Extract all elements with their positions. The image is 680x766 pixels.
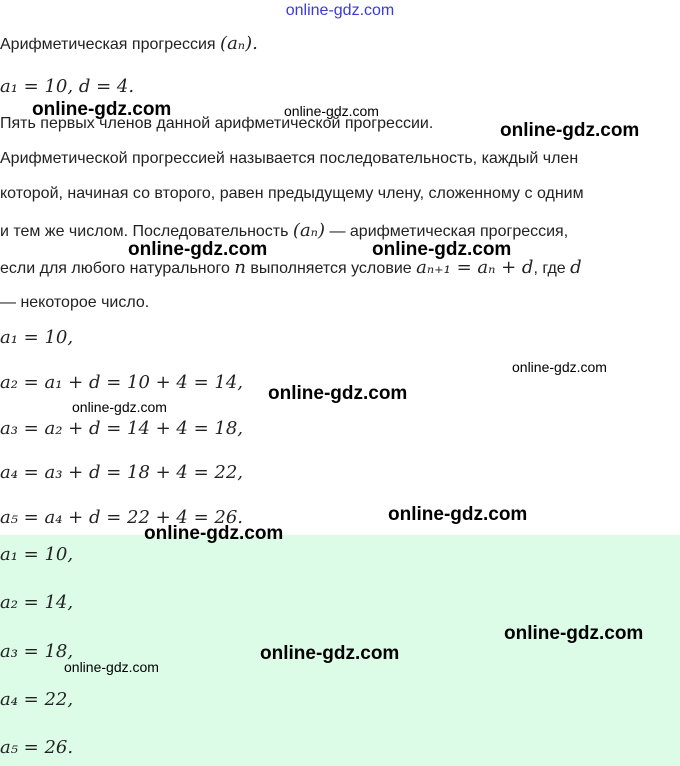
definition-line-4-c: , где — [533, 260, 571, 277]
watermark: online-gdz.com — [268, 383, 408, 404]
watermark: online-gdz.com — [260, 643, 400, 664]
watermark: online-gdz.com — [284, 103, 379, 119]
answer-line-5: a₅ = 26. — [0, 737, 74, 758]
definition-line-3-b: — арифметическая прогрессия, — [325, 223, 569, 240]
solution-line-5: a₅ = a₄ + d = 22 + 4 = 26. — [0, 507, 244, 528]
watermark: online-gdz.com — [32, 99, 172, 120]
watermark: online-gdz.com — [372, 239, 512, 260]
watermark: online-gdz.com — [64, 659, 159, 675]
task-title — [0, 33, 258, 54]
answer-line-1: a₁ = 10, — [0, 544, 74, 565]
solution-line-1: a₁ = 10, — [0, 327, 74, 348]
definition-line-3 — [0, 220, 568, 241]
watermark: online-gdz.com — [512, 359, 607, 375]
answer-line-2: a₂ = 14, — [0, 592, 74, 613]
watermark: online-gdz.com — [72, 399, 167, 415]
solution-line-4: a₄ = a₃ + d = 18 + 4 = 22, — [0, 462, 244, 483]
definition-line-4-formula: aₙ₊₁ = aₙ + d — [416, 257, 534, 278]
watermark: online-gdz.com — [504, 623, 644, 644]
definition-line-5: — некоторое число. — [0, 294, 150, 311]
site-watermark-header: online-gdz.com — [285, 2, 395, 19]
solution-line-3: a₃ = a₂ + d = 14 + 4 = 18, — [0, 418, 244, 439]
definition-line-1: Арифметической прогрессией называется последовательность, каждый член — [0, 150, 579, 167]
definition-line-3-math: (aₙ) — [292, 220, 325, 241]
definition-line-4-math-n: n — [234, 257, 246, 278]
task-title-text: Арифметическая прогрессия — [0, 36, 221, 53]
watermark: online-gdz.com — [128, 239, 268, 260]
definition-line-4-a: если для любого натурального — [0, 260, 235, 277]
answer-line-3: a₃ = 18, — [0, 641, 74, 662]
task-question: Пять первых членов данной арифметической прогрессии. — [0, 115, 434, 132]
answer-line-4: a₄ = 22, — [0, 689, 74, 710]
definition-line-3-a: и тем же числом. Последовательность — [0, 223, 293, 240]
watermark: online-gdz.com — [500, 120, 640, 141]
watermark: online-gdz.com — [144, 523, 284, 544]
definition-line-2: которой, начиная со второго, равен предыдущему члену, сложенному с одним — [0, 185, 584, 202]
task-given: a₁ = 10, d = 4. — [0, 76, 135, 97]
solution-line-2: a₂ = a₁ + d = 10 + 4 = 14, — [0, 372, 244, 393]
definition-line-4-b: выполняется условие — [245, 260, 417, 277]
watermark: online-gdz.com — [388, 504, 528, 525]
task-title-math: (aₙ). — [220, 33, 258, 54]
definition-line-4-math-d: d — [570, 257, 582, 278]
